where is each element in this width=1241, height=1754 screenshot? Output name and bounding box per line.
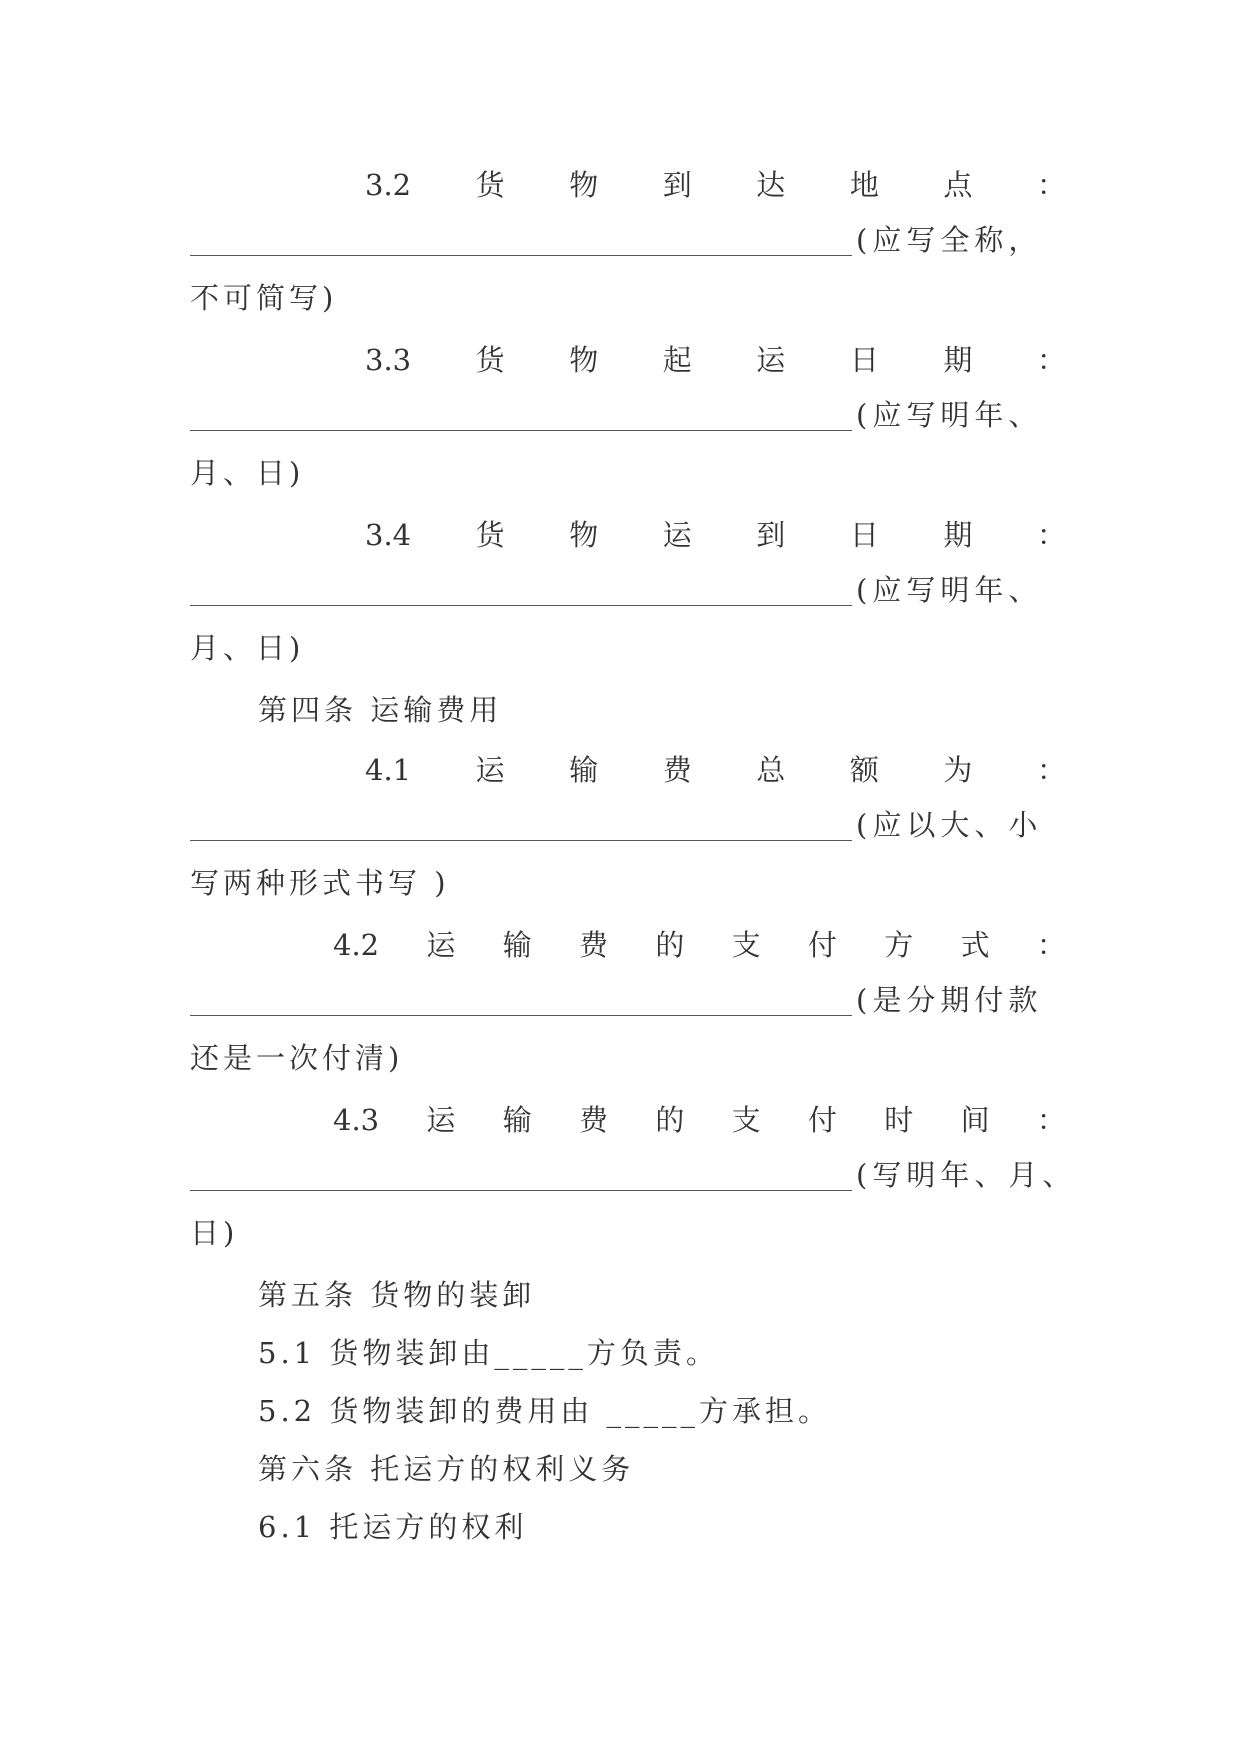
clause-number: 3.3 [365, 343, 412, 377]
fill-in-row [0, 1150, 1241, 1200]
clause-char: 输 [502, 1103, 532, 1137]
clause-char: 费 [579, 1103, 609, 1137]
clause-number: 4.2 [333, 928, 380, 962]
article-6-heading: 第六条 托运方的权利义务 [258, 1452, 635, 1486]
clause-5-1: 5.1 货物装卸由_____方负责。 [258, 1336, 719, 1370]
fill-in-row [0, 975, 1241, 1025]
clause-char: 总 [756, 753, 786, 787]
clause-char: 货 [475, 343, 505, 377]
clause-char: ： [1036, 928, 1066, 962]
clause-note: (写明年、月、 [856, 1158, 1077, 1192]
clause-3-2-label [365, 160, 1066, 210]
clause-char: 时 [884, 1103, 914, 1137]
clause-note: (应写明年、 [856, 398, 1043, 432]
clause-char: 方 [884, 928, 914, 962]
clause-char: 运 [475, 753, 505, 787]
clause-char: 达 [756, 168, 786, 202]
clause-char: 的 [655, 1103, 685, 1137]
blank-underline[interactable] [190, 1015, 852, 1016]
blank-underline[interactable] [190, 430, 852, 431]
article-5-heading: 第五条 货物的装卸 [258, 1278, 536, 1312]
clause-note: (应写全称， [856, 223, 1043, 257]
clause-4-2-label [333, 920, 1066, 970]
clause-char: 付 [807, 928, 837, 962]
clause-char: 地 [849, 168, 879, 202]
clause-3-4-label [365, 510, 1066, 560]
clause-note-continued: 还是一次付清) [190, 1041, 404, 1075]
fill-in-row [0, 390, 1241, 440]
clause-char: 费 [579, 928, 609, 962]
clause-char: ： [1036, 343, 1066, 377]
clause-3-3-label [365, 335, 1066, 385]
clause-char: 期 [943, 518, 973, 552]
fill-in-row [0, 215, 1241, 265]
clause-char: 输 [502, 928, 532, 962]
clause-char: 间 [960, 1103, 990, 1137]
clause-note: (是分期付款 [856, 983, 1043, 1017]
clause-6-1: 6.1 托运方的权利 [258, 1510, 528, 1544]
clause-number: 4.1 [365, 753, 412, 787]
clause-char: ： [1036, 168, 1066, 202]
clause-char: ： [1036, 518, 1066, 552]
clause-note-continued: 写两种形式书写 ) [190, 866, 450, 900]
clause-char: 输 [569, 753, 599, 787]
clause-char: 期 [943, 343, 973, 377]
clause-char: 到 [756, 518, 786, 552]
clause-char: 到 [662, 168, 692, 202]
clause-char: 物 [569, 518, 599, 552]
clause-char: 的 [655, 928, 685, 962]
clause-number: 3.2 [365, 168, 412, 202]
clause-char: 费 [662, 753, 692, 787]
clause-char: ： [1036, 753, 1066, 787]
clause-note-continued: 月、日) [190, 456, 305, 490]
clause-char: 为 [943, 753, 973, 787]
clause-char: 点 [943, 168, 973, 202]
clause-char: 运 [426, 1103, 456, 1137]
clause-char: 运 [426, 928, 456, 962]
clause-char: 运 [756, 343, 786, 377]
blank-underline[interactable] [190, 1190, 852, 1191]
article-4-heading: 第四条 运输费用 [258, 693, 503, 727]
clause-char: 额 [849, 753, 879, 787]
clause-5-2: 5.2 货物装卸的费用由 _____方承担。 [258, 1394, 832, 1428]
clause-char: 运 [662, 518, 692, 552]
blank-underline[interactable] [190, 840, 852, 841]
clause-char: 支 [731, 928, 761, 962]
clause-number: 4.3 [333, 1103, 380, 1137]
clause-note: (应写明年、 [856, 573, 1043, 607]
clause-char: 支 [731, 1103, 761, 1137]
blank-underline[interactable] [190, 255, 852, 256]
clause-char: 日 [849, 518, 879, 552]
clause-char: 付 [807, 1103, 837, 1137]
clause-char: 物 [569, 343, 599, 377]
clause-4-1-label [365, 745, 1066, 795]
clause-4-3-label [333, 1095, 1066, 1145]
fill-in-row [0, 800, 1241, 850]
clause-char: 货 [475, 168, 505, 202]
clause-char: 货 [475, 518, 505, 552]
clause-note-continued: 月、日) [190, 631, 305, 665]
clause-number: 3.4 [365, 518, 412, 552]
clause-char: 式 [960, 928, 990, 962]
clause-note-continued: 不可简写) [190, 281, 338, 315]
clause-char: ： [1036, 1103, 1066, 1137]
clause-char: 日 [849, 343, 879, 377]
fill-in-row [0, 565, 1241, 615]
clause-note: (应以大、小 [856, 808, 1043, 842]
clause-char: 物 [569, 168, 599, 202]
clause-char: 起 [662, 343, 692, 377]
blank-underline[interactable] [190, 605, 852, 606]
clause-note-continued: 日) [190, 1216, 239, 1250]
